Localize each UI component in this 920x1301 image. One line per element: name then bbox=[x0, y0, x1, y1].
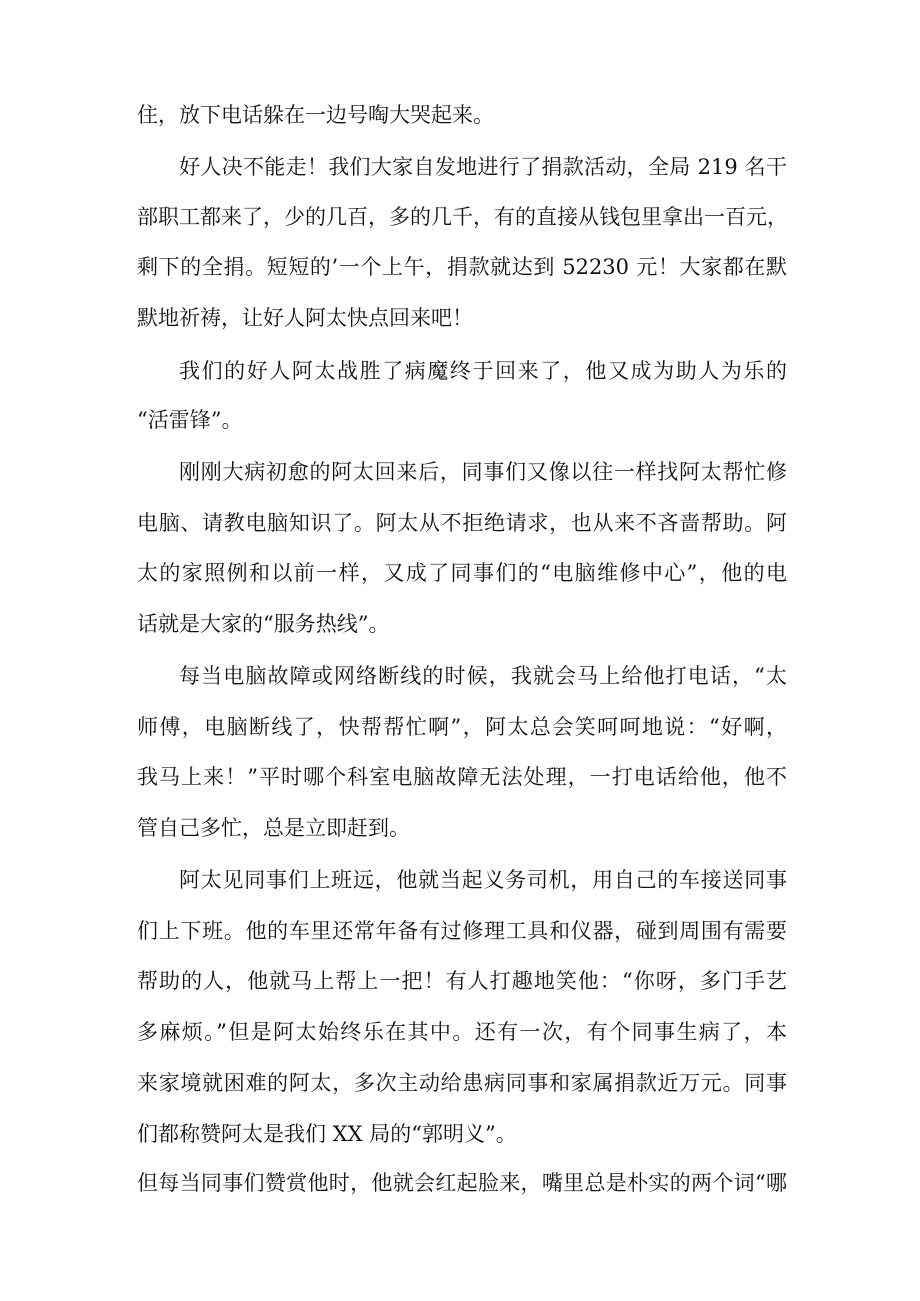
text-line-20: 来家境就困难的阿太，多次主动给患病同事和家属捐款近万元。同事 bbox=[137, 1071, 787, 1095]
text-line-5: 默地祈祷，让好人阿太快点回来吧！ bbox=[137, 306, 473, 330]
text-line-1: 住，放下电话躲在一边号啕大哭起来。 bbox=[137, 103, 494, 127]
text-line-15: 管自己多忙，总是立即赶到。 bbox=[137, 816, 410, 840]
text-line-19: 多麻烦。”但是阿太始终乐在其中。还有一次，有个同事生病了，本 bbox=[137, 1020, 787, 1044]
text-line-2: 好人决不能走！我们大家自发地进行了捐款活动，全局 219 名干 bbox=[179, 155, 787, 179]
text-line-3: 部职工都来了，少的几百，多的几千，有的直接从钱包里拿出一百元， bbox=[137, 205, 788, 229]
text-line-22: 但每当同事们赞赏他时，他就会红起脸来，嘴里总是朴实的两个词“哪 bbox=[137, 1171, 787, 1195]
text-line-8: 刚刚大病初愈的阿太回来后，同事们又像以往一样找阿太帮忙修 bbox=[179, 460, 787, 484]
text-line-13: 师傅，电脑断线了，快帮帮忙啊”，阿太总会笑呵呵地说：“好啊， bbox=[137, 715, 787, 739]
text-line-17: 们上下班。他的车里还常年备有过修理工具和仪器，碰到周围有需要 bbox=[137, 919, 787, 943]
text-line-12: 每当电脑故障或网络断线的时候，我就会马上给他打电话，“太 bbox=[179, 664, 787, 688]
text-line-6: 我们的好人阿太战胜了病魔终于回来了，他又成为助人为乐的 bbox=[179, 359, 787, 383]
text-line-10: 太的家照例和以前一样，又成了同事们的“电脑维修中心”，他的电 bbox=[137, 561, 787, 585]
text-line-21: 们都称赞阿太是我们 XX 局的“郭明义”。 bbox=[137, 1122, 517, 1146]
text-line-18: 帮助的人，他就马上帮上一把！有人打趣地笑他：“你呀，多门手艺 bbox=[137, 969, 787, 993]
text-line-11: 话就是大家的“服务热线”。 bbox=[137, 612, 390, 636]
text-line-4: 剩下的全捐。短短的’一个上午，捐款就达到 52230 元！大家都在默 bbox=[137, 255, 787, 279]
text-line-7: “活雷锋”。 bbox=[137, 408, 243, 432]
text-line-14: 我马上来！”平时哪个科室电脑故障无法处理，一打电话给他，他不 bbox=[137, 765, 787, 789]
text-line-9: 电脑、请教电脑知识了。阿太从不拒绝请求，也从来不吝啬帮助。阿 bbox=[137, 511, 787, 535]
text-line-16: 阿太见同事们上班远，他就当起义务司机，用自己的车接送同事 bbox=[179, 868, 787, 892]
